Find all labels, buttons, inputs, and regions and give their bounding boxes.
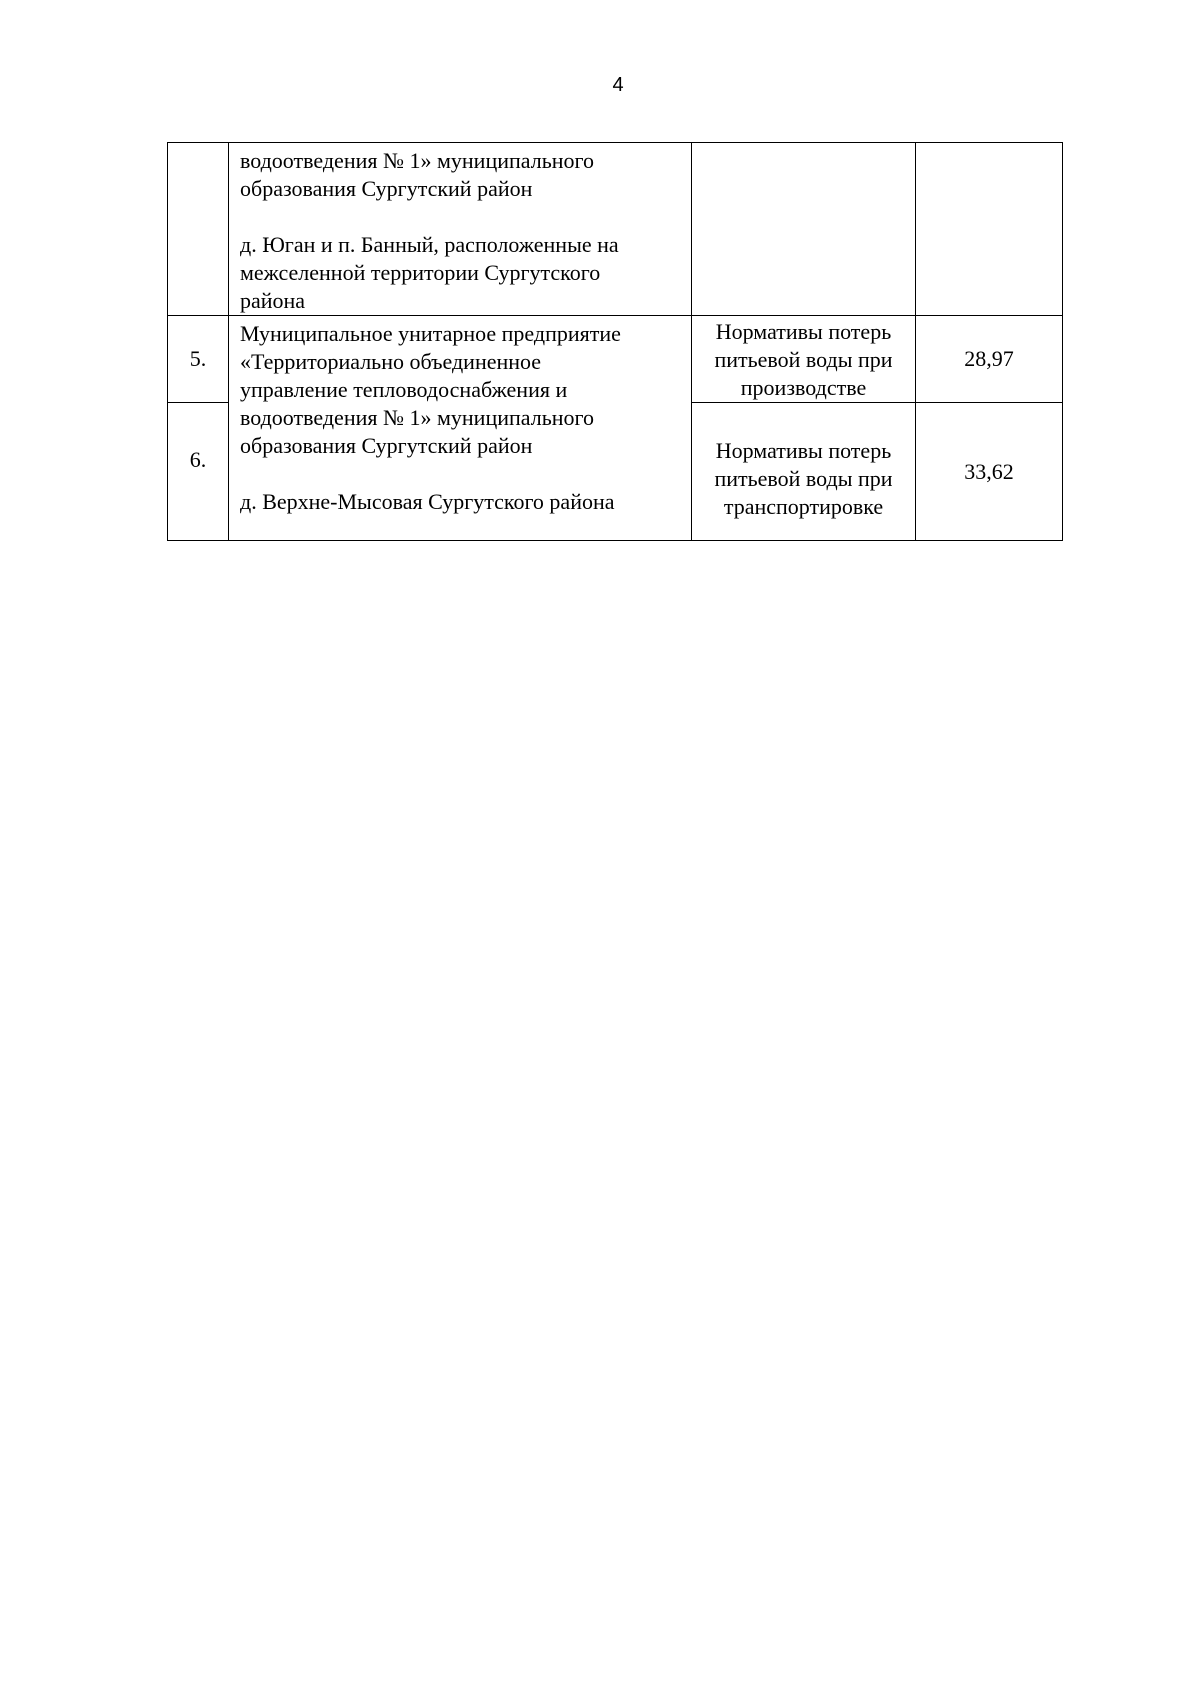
norm-type-line: Нормативы потерь: [715, 319, 892, 344]
norm-type-line: Нормативы потерь: [715, 437, 892, 463]
norm-value-cell: [916, 143, 1063, 316]
norm-type-cell: [692, 403, 916, 541]
norm-type-line: транспортировке: [723, 493, 884, 519]
organization-line: «Территориально объединенное: [240, 349, 542, 374]
location-line: района: [240, 288, 306, 313]
organization-cell: [229, 143, 692, 316]
norm-type-line: питьевой воды при: [714, 465, 893, 491]
organization-line: водоотведения № 1» муниципального: [240, 148, 594, 173]
location-line: д. Юган и п. Банный, расположенные на: [240, 232, 619, 257]
location-line: межселенной территории Сургутского: [240, 260, 601, 285]
norm-value-cell: 28,97: [916, 316, 1063, 403]
norm-value-cell: 33,62: [916, 403, 1063, 541]
organization-cell: [229, 316, 692, 541]
norm-type-cell: [692, 316, 916, 403]
page-number: 4: [612, 74, 624, 96]
location-line: д. Верхне-Мысовая Сургутского района: [240, 489, 615, 514]
organization-line: управление тепловодоснабжения и: [240, 377, 568, 402]
organization-line: образования Сургутский район: [240, 433, 533, 458]
row-number-cell: 6.: [168, 403, 229, 541]
organization-line: водоотведения № 1» муниципального: [240, 405, 594, 430]
organization-line: образования Сургутский район: [240, 176, 533, 201]
row-number-cell: [168, 143, 229, 316]
row-number-cell: 5.: [168, 316, 229, 403]
organization-line: Муниципальное унитарное предприятие: [240, 321, 621, 346]
table-row-5: [168, 316, 1063, 403]
norm-type-cell: [692, 143, 916, 316]
norm-type-line: питьевой воды при: [714, 347, 893, 372]
table-row-continuation: [168, 143, 1063, 316]
norm-type-line: производстве: [740, 375, 867, 400]
norms-table: [167, 142, 1063, 541]
